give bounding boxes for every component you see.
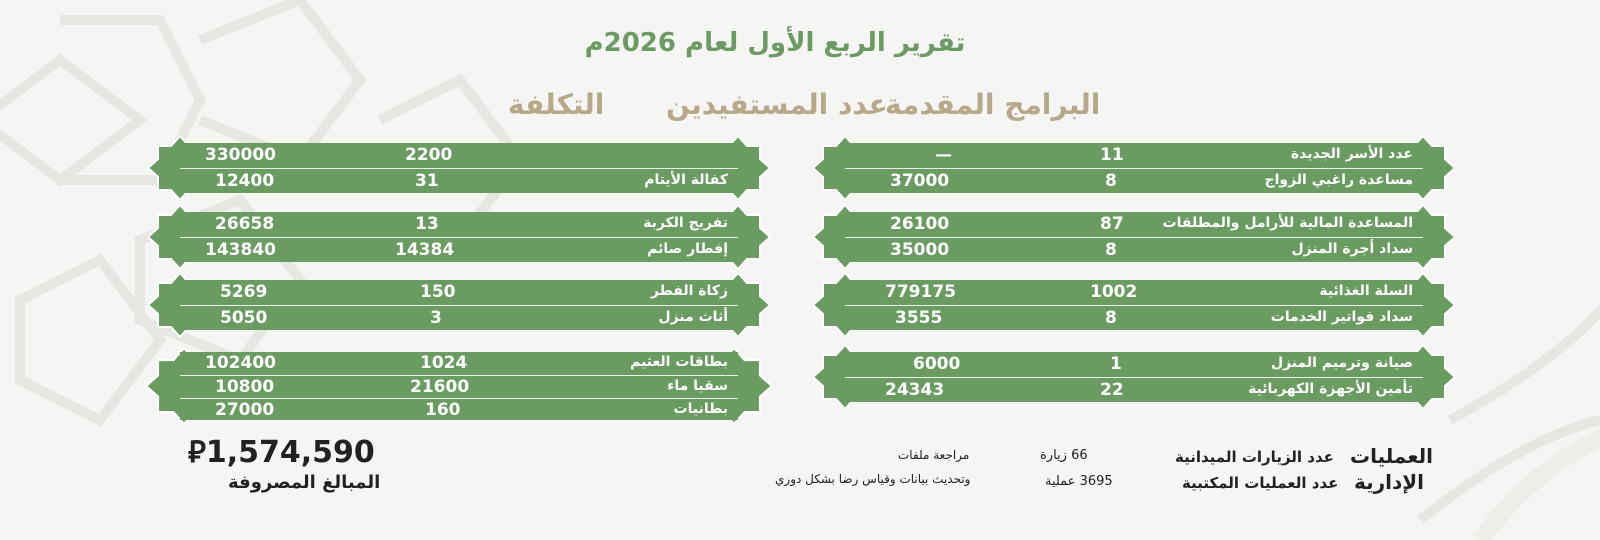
cost-value: 24343 — [885, 380, 945, 400]
cost-value: 26658 — [215, 214, 275, 234]
admin-ops-title-line2: الإدارية — [1354, 470, 1425, 494]
total-amount — [188, 432, 375, 471]
program-group-left-1 — [158, 143, 760, 193]
header-programs: البرامج المقدمة — [885, 88, 1101, 121]
program-label: عدد الأسر الجديدة — [1290, 146, 1413, 162]
program-label: كفالة الأيتام — [644, 172, 728, 188]
cost-value: 143840 — [205, 240, 276, 260]
beneficiaries-value: 160 — [425, 400, 461, 420]
beneficiaries-value: 8 — [1105, 171, 1117, 191]
beneficiaries-value: 21600 — [410, 377, 470, 397]
cost-value: 6000 — [913, 354, 961, 374]
beneficiaries-value: 150 — [420, 282, 456, 302]
program-group-right-1 — [823, 143, 1445, 193]
program-label: بطانيات — [673, 401, 728, 417]
program-bar — [180, 352, 738, 420]
beneficiaries-value: 1 — [1110, 354, 1122, 374]
program-bar — [845, 143, 1423, 193]
table-row — [180, 280, 738, 304]
office-ops-value: 3695 عملية — [1045, 474, 1113, 489]
report-title: تقرير الربع الأول لعام 2026م — [584, 28, 966, 58]
total-amount-value: 1,574,590 — [205, 435, 375, 470]
total-label: المبالغ المصروفة — [228, 472, 381, 493]
cost-value: 10800 — [215, 377, 275, 397]
beneficiaries-value: 8 — [1105, 308, 1117, 328]
program-label: سداد فواتير الخدمات — [1270, 309, 1413, 325]
table-row — [845, 168, 1423, 193]
program-group-left-4 — [158, 352, 760, 420]
table-row — [180, 143, 738, 167]
beneficiaries-value: 31 — [415, 171, 439, 191]
table-row — [180, 305, 738, 330]
program-label: المساعدة المالية للأرامل والمطلقات — [1162, 215, 1413, 231]
table-row — [180, 398, 738, 421]
table-row — [180, 237, 738, 262]
program-group-right-2 — [823, 212, 1445, 262]
program-bar — [180, 280, 738, 330]
table-row — [845, 280, 1423, 304]
note-line2: وتحديث بيانات وقياس رضا بشكل دوري — [775, 472, 971, 486]
program-label: بطاقات العثيم — [630, 354, 728, 370]
program-bar — [180, 143, 738, 193]
cost-value: 3555 — [895, 308, 943, 328]
table-row — [845, 143, 1423, 167]
beneficiaries-value: 8 — [1105, 240, 1117, 260]
cost-value: 779175 — [885, 282, 956, 302]
table-row — [845, 305, 1423, 330]
cost-value: 5269 — [220, 282, 268, 302]
program-bar — [845, 280, 1423, 330]
program-bar — [845, 352, 1423, 402]
program-label: السلة الغذائية — [1319, 283, 1413, 299]
beneficiaries-value: 2200 — [405, 145, 453, 165]
cost-value: 26100 — [890, 214, 950, 234]
beneficiaries-value: 11 — [1100, 145, 1124, 165]
program-label: سقيا ماء — [667, 378, 728, 394]
table-row — [180, 352, 738, 374]
beneficiaries-value: 1024 — [420, 353, 468, 373]
table-row — [845, 212, 1423, 236]
program-label: تفريج الكربة — [643, 215, 728, 231]
program-group-left-3 — [158, 280, 760, 330]
header-cost: التكلفة — [508, 88, 605, 121]
cost-value: 330000 — [205, 145, 276, 165]
program-label: صيانة وترميم المنزل — [1270, 355, 1413, 371]
admin-ops-title-line1: العمليات — [1350, 444, 1433, 468]
cost-value: 27000 — [215, 400, 275, 420]
column-headers — [0, 88, 1600, 128]
beneficiaries-value: 14384 — [395, 240, 455, 260]
cost-value: 37000 — [890, 171, 950, 191]
header-beneficiaries: عدد المستفيدين — [666, 88, 888, 121]
table-row — [180, 375, 738, 398]
program-label: زكاة الفطر — [650, 283, 728, 299]
cost-value: 12400 — [215, 171, 275, 191]
program-label: إفطار صائم — [647, 241, 728, 257]
cost-value: 102400 — [205, 353, 276, 373]
beneficiaries-value: 22 — [1100, 380, 1124, 400]
table-row — [845, 237, 1423, 262]
program-label: تأمين الأجهزة الكهربائية — [1248, 381, 1413, 397]
program-bar — [180, 212, 738, 262]
beneficiaries-value: 1002 — [1090, 282, 1138, 302]
table-row — [180, 212, 738, 236]
office-ops-label: عدد العمليات المكتبية — [1182, 474, 1339, 492]
program-group-left-2 — [158, 212, 760, 262]
field-visits-value: 66 زيارة — [1040, 448, 1088, 463]
field-visits-label: عدد الزيارات الميدانية — [1175, 448, 1334, 466]
cost-value: — — [935, 145, 952, 165]
cost-value: 35000 — [890, 240, 950, 260]
table-row — [845, 377, 1423, 402]
cost-value: 5050 — [220, 308, 268, 328]
program-label: أثاث منزل — [658, 309, 728, 325]
riyal-icon: ⃁ — [188, 435, 206, 470]
program-label: مساعدة راغبي الزواج — [1264, 172, 1413, 188]
program-group-right-4 — [823, 352, 1445, 402]
program-bar — [845, 212, 1423, 262]
beneficiaries-value: 87 — [1100, 214, 1124, 234]
table-row — [180, 168, 738, 193]
program-label: سداد أجرة المنزل — [1291, 241, 1413, 257]
note-line1: مراجعة ملفات — [898, 448, 970, 462]
program-group-right-3 — [823, 280, 1445, 330]
table-row — [845, 352, 1423, 376]
beneficiaries-value: 13 — [415, 214, 439, 234]
beneficiaries-value: 3 — [430, 308, 442, 328]
